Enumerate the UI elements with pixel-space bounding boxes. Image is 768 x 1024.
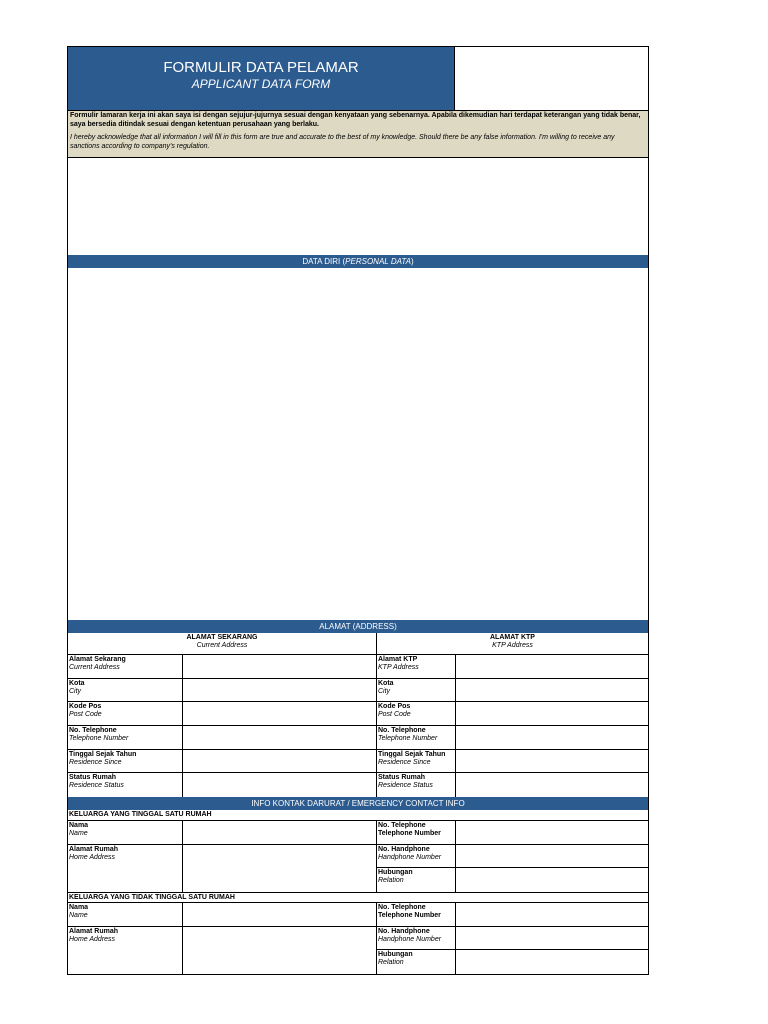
field-label-id: Status Rumah bbox=[378, 774, 426, 782]
ktp-address-label bbox=[376, 750, 455, 774]
field-label-en: Handphone Number bbox=[378, 935, 442, 943]
field-label-en: Telephone Number bbox=[378, 735, 438, 742]
field-label-en: Telephone Number bbox=[378, 830, 441, 837]
current-address-label bbox=[68, 702, 182, 726]
emergency-group-title: KELUARGA YANG TIDAK TINGGAL SATU RUMAH bbox=[68, 892, 648, 903]
field-label-id: Alamat Rumah bbox=[69, 845, 119, 853]
field-label-en: Handphone Number bbox=[378, 853, 442, 861]
header-blank bbox=[455, 47, 648, 110]
emergency-name-input[interactable] bbox=[182, 821, 376, 845]
ktp-address-label bbox=[376, 679, 455, 703]
current-address-header bbox=[68, 633, 376, 655]
emergency-name-label bbox=[68, 903, 182, 927]
emergency-contact-label bbox=[376, 927, 455, 951]
emergency-contact-label bbox=[376, 868, 455, 892]
current-address-label bbox=[68, 750, 182, 774]
field-label-id: Nama bbox=[69, 904, 89, 911]
field-label-en: Post Code bbox=[378, 711, 411, 719]
field-label-en: Residence Since bbox=[378, 758, 431, 766]
emergency-contact-input[interactable] bbox=[455, 845, 648, 869]
field-label-id: Nama bbox=[69, 822, 89, 829]
ktp-address-label bbox=[376, 702, 455, 726]
form-subtitle: APPLICANT DATA FORM bbox=[191, 77, 331, 91]
ktp-address-label bbox=[376, 726, 455, 750]
emergency-address-label bbox=[68, 927, 182, 974]
current-address-input[interactable] bbox=[182, 702, 376, 726]
field-label-id: Hubungan bbox=[378, 951, 413, 959]
ktp-address-label bbox=[376, 655, 455, 679]
emergency-contact-label bbox=[376, 950, 455, 974]
field-label-id: Status Rumah bbox=[69, 774, 117, 782]
emergency-contact-label bbox=[376, 821, 455, 845]
form-title: FORMULIR DATA PELAMAR bbox=[163, 59, 359, 76]
field-label-en: Current Address bbox=[69, 664, 120, 671]
current-address-label bbox=[68, 655, 182, 679]
statement-box bbox=[68, 110, 648, 158]
emergency-group-title: KELUARGA YANG TINGGAL SATU RUMAH bbox=[68, 810, 648, 821]
field-label-en: Telephone Number bbox=[69, 735, 129, 742]
field-label-en: City bbox=[69, 687, 82, 695]
emergency-contact-label bbox=[376, 903, 455, 927]
emergency-address-input[interactable] bbox=[182, 845, 376, 892]
field-label-id: Kode Pos bbox=[378, 703, 411, 711]
ktp-address-subtitle: KTP Address bbox=[492, 642, 533, 649]
field-label-id: Alamat Rumah bbox=[69, 927, 119, 935]
ktp-address-label bbox=[376, 773, 455, 797]
field-label-id: Kota bbox=[69, 679, 85, 687]
emergency-contact-input[interactable] bbox=[455, 950, 648, 974]
ktp-address-input[interactable] bbox=[455, 679, 648, 703]
field-label-en: KTP Address bbox=[378, 664, 419, 671]
emergency-contact-label bbox=[376, 845, 455, 869]
field-label-id: Tinggal Sejak Tahun bbox=[69, 750, 137, 758]
emergency-address-input[interactable] bbox=[182, 927, 376, 974]
field-label-id: Kode Pos bbox=[69, 703, 102, 711]
emergency-address-label bbox=[68, 845, 182, 892]
field-label-en: City bbox=[378, 687, 391, 695]
ktp-address-input[interactable] bbox=[455, 655, 648, 679]
ktp-address-title: ALAMAT KTP bbox=[490, 634, 535, 641]
current-address-label bbox=[68, 679, 182, 703]
field-label-en: Name bbox=[69, 830, 88, 837]
emergency-bar: INFO KONTAK DARURAT / EMERGENCY CONTACT INFO bbox=[68, 797, 648, 810]
applicant-form bbox=[67, 46, 649, 975]
field-label-en: Residence Status bbox=[69, 782, 124, 790]
ktp-address-input[interactable] bbox=[455, 726, 648, 750]
current-address-input[interactable] bbox=[182, 750, 376, 774]
field-label-id: No. Telephone bbox=[378, 904, 426, 911]
emergency-name-input[interactable] bbox=[182, 903, 376, 927]
field-label-id: Kota bbox=[378, 679, 394, 687]
field-label-id: Alamat Sekarang bbox=[69, 656, 126, 663]
ktp-address-input[interactable] bbox=[455, 750, 648, 774]
ktp-address-input[interactable] bbox=[455, 773, 648, 797]
current-address-input[interactable] bbox=[182, 773, 376, 797]
field-label-en: Relation bbox=[378, 877, 404, 885]
personal-data-bar: DATA DIRI (PERSONAL DATA) bbox=[68, 255, 648, 268]
field-label-id: No. Handphone bbox=[378, 927, 430, 935]
field-label-en: Post Code bbox=[69, 711, 102, 719]
field-label-en: Name bbox=[69, 912, 88, 919]
field-label-id: Hubungan bbox=[378, 869, 413, 877]
current-address-subtitle: Current Address bbox=[196, 642, 248, 649]
statement-indonesian: Formulir lamaran kerja ini akan saya isi dengan sejujur-jujurnya sesuai dengan kenyataan yang sebenarnya. Apabila dikemudian hari terdapat keterangan yang tidak benar, saya bersedia ditindak sesuai dengan ketentuan perusahaan yang berlaku. bbox=[70, 112, 641, 128]
form-header bbox=[68, 47, 455, 110]
current-address-input[interactable] bbox=[182, 726, 376, 750]
ktp-address-input[interactable] bbox=[455, 702, 648, 726]
emergency-name-label bbox=[68, 821, 182, 845]
field-label-en: Residence Status bbox=[378, 782, 433, 790]
ktp-address-header bbox=[376, 633, 648, 655]
address-bar: ALAMAT (ADDRESS) bbox=[68, 620, 648, 633]
current-address-title: ALAMAT SEKARANG bbox=[186, 634, 258, 641]
emergency-section bbox=[68, 810, 648, 975]
current-address-input[interactable] bbox=[182, 655, 376, 679]
emergency-contact-input[interactable] bbox=[455, 868, 648, 892]
top-fields bbox=[68, 158, 648, 255]
current-address-label bbox=[68, 773, 182, 797]
field-label-id: Alamat KTP bbox=[378, 656, 418, 663]
field-label-id: No. Handphone bbox=[378, 845, 430, 853]
field-label-en: Home Address bbox=[69, 853, 116, 861]
emergency-contact-input[interactable] bbox=[455, 903, 648, 927]
address-section bbox=[68, 633, 648, 797]
current-address-label bbox=[68, 726, 182, 750]
field-label-en: Relation bbox=[378, 959, 404, 967]
field-label-id: No. Telephone bbox=[69, 727, 117, 734]
field-label-en: Home Address bbox=[69, 935, 116, 943]
statement-english: I hereby acknowledge that all information I will fill in this form are true and accurate to the best of my knowledge. Should there be any false information. I'm willing to receive any sanctions according to company's regulation. bbox=[70, 134, 615, 150]
personal-data-section bbox=[68, 268, 648, 620]
emergency-contact-input[interactable] bbox=[455, 821, 648, 845]
field-label-id: Tinggal Sejak Tahun bbox=[378, 750, 446, 758]
emergency-contact-input[interactable] bbox=[455, 927, 648, 951]
field-label-en: Residence Since bbox=[69, 758, 122, 766]
field-label-id: No. Telephone bbox=[378, 822, 426, 829]
field-label-id: No. Telephone bbox=[378, 727, 426, 734]
field-label-en: Telephone Number bbox=[378, 912, 441, 919]
current-address-input[interactable] bbox=[182, 679, 376, 703]
